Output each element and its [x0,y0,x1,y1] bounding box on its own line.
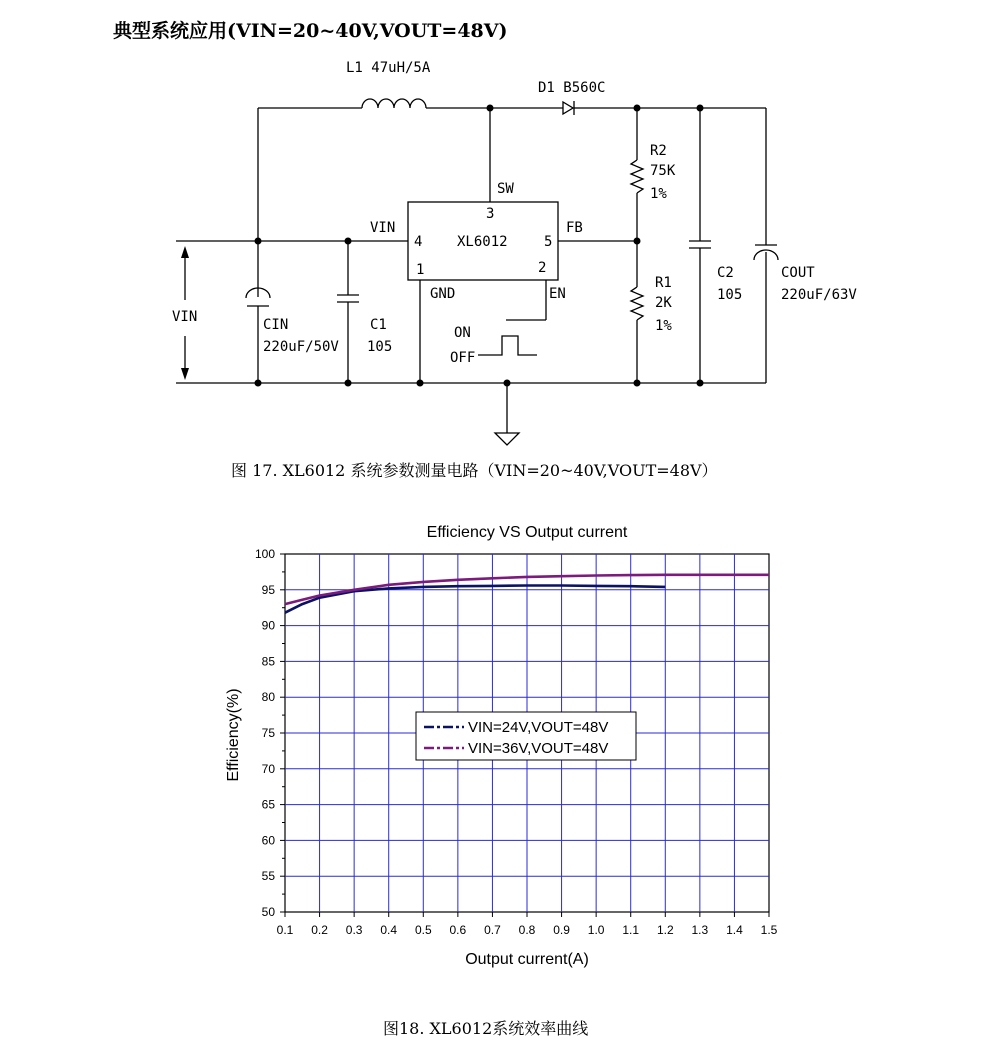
x-tick-label: 0.7 [484,923,501,937]
gnd-pin-label: GND [430,286,456,302]
en-pin-label: EN [549,286,566,302]
r2-tolerance: 1% [650,186,667,202]
pin-5-label: 5 [544,234,553,250]
efficiency-chart [0,510,991,980]
x-tick-label: 1.2 [656,923,674,937]
y-tick-label: 70 [261,761,275,776]
cin-label: CIN [263,317,289,333]
on-label: ON [454,325,471,341]
x-tick-label: 1.3 [691,923,709,937]
x-axis-label: Output current(A) [465,951,589,968]
x-tick-label: 1.1 [622,923,640,937]
c2-value: 105 [717,287,743,303]
cout-value: 220uF/63V [781,287,857,303]
fb-pin-label: FB [566,220,583,236]
r1-value: 2K [655,295,672,311]
ic-name: XL6012 [457,234,508,250]
pin-1-label: 1 [416,262,425,278]
y-tick-label: 90 [261,618,275,633]
pin-3-label: 3 [486,206,495,222]
x-tick-label: 1.0 [587,923,605,937]
x-tick-label: 0.5 [414,923,432,937]
y-tick-label: 100 [254,547,275,561]
c2-label: C2 [717,265,734,281]
y-tick-label: 50 [261,905,275,919]
c1-value: 105 [367,339,393,355]
pin-4-label: 4 [414,234,423,250]
x-tick-label: 1.4 [726,923,743,937]
x-tick-label: 0.1 [276,923,294,937]
y-tick-label: 95 [261,582,275,597]
x-tick-label: 0.8 [518,923,536,937]
off-label: OFF [450,350,476,366]
figure-18-caption: 图18. XL6012系统效率曲线 [383,1019,589,1038]
y-tick-label: 65 [261,797,275,812]
r1-label: R1 [655,275,672,291]
r1-tolerance: 1% [655,318,672,334]
x-tick-label: 0.4 [380,923,398,937]
x-tick-label: 0.9 [553,923,570,937]
x-tick-label: 0.2 [311,923,328,937]
vin-pin-label: VIN [370,220,396,236]
chart-title: Efficiency VS Output current [426,524,628,541]
y-tick-label: 80 [261,690,275,705]
y-tick-label: 60 [261,833,275,848]
legend-entry-2: VIN=36V,VOUT=48V [468,740,609,757]
cin-value: 220uF/50V [263,339,339,355]
pin-2-label: 2 [538,260,547,276]
y-tick-label: 75 [261,726,275,740]
cout-label: COUT [781,265,815,281]
d1-label: D1 B560C [538,80,606,96]
legend-entry-1: VIN=24V,VOUT=48V [468,719,609,736]
l1-label: L1 47uH/5A [346,60,431,76]
vin-label: VIN [172,309,198,325]
r2-value: 75K [650,163,676,179]
x-tick-label: 0.3 [345,923,363,937]
page-title: 典型系统应用(VIN=20~40V,VOUT=48V) [113,20,508,42]
y-tick-label: 55 [261,869,275,884]
y-axis-label: Efficiency(%) [225,688,242,782]
c1-label: C1 [370,317,387,333]
x-tick-label: 1.5 [760,923,778,937]
circuit-schematic [0,0,991,450]
y-tick-label: 85 [261,654,275,669]
sw-pin-label: SW [497,181,514,197]
figure-17-caption: 图 17. XL6012 系统参数测量电路（VIN=20~40V,VOUT=48V） [231,461,718,480]
r2-label: R2 [650,143,667,159]
x-tick-label: 0.6 [449,923,467,937]
